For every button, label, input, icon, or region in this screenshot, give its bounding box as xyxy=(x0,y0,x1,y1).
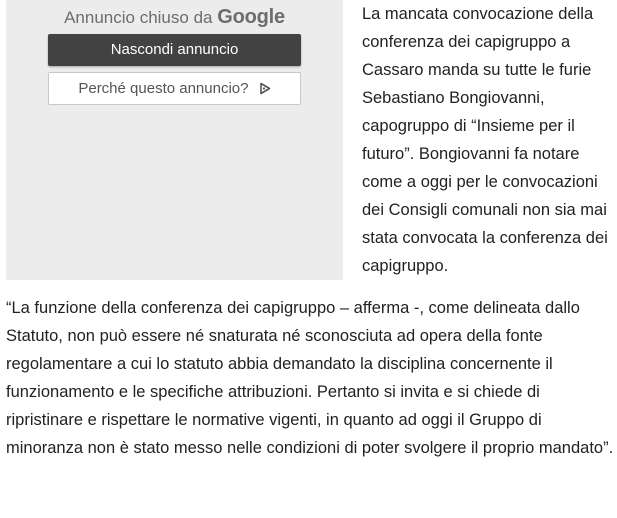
why-this-ad-label: Perché questo annuncio? xyxy=(78,80,249,97)
hide-ad-button[interactable]: Nascondi annuncio xyxy=(48,34,301,66)
article-body xyxy=(6,0,614,462)
adchoices-play-icon xyxy=(259,75,271,106)
google-logo: Google xyxy=(217,6,285,28)
closed-ad-panel xyxy=(6,0,343,280)
article-paragraph-2: “La funzione della conferenza dei capigruppo – afferma -, come delineata dallo Statuto, non può essere né snaturata né sconosciuta ad opera della fonte regolamentare a cui lo statuto abbia demandato la disciplina concernente il funzionamento e le specifiche attribuzioni. Pertanto si invita e si chiede di ripristinare e rispettare le normative vigenti, in quanto ad oggi il Gruppo di minoranza non è stato messo nelle condizioni di poter svolgere il proprio mandato”. xyxy=(6,299,614,457)
why-this-ad-button[interactable] xyxy=(48,72,301,105)
ad-closed-text: Annuncio chiuso da xyxy=(64,8,213,27)
article-paragraph-1: La mancata convocazione della conferenza dei capigruppo a Cassaro manda su tutte le furie Sebastiano Bongiovanni, capogruppo di “Insieme per il futuro”. Bongiovanni fa notare come a oggi per le convocazioni dei Consigli comunali non sia mai stata convocata la conferenza dei capigruppo. xyxy=(362,5,608,275)
ad-closed-notice xyxy=(6,4,343,31)
